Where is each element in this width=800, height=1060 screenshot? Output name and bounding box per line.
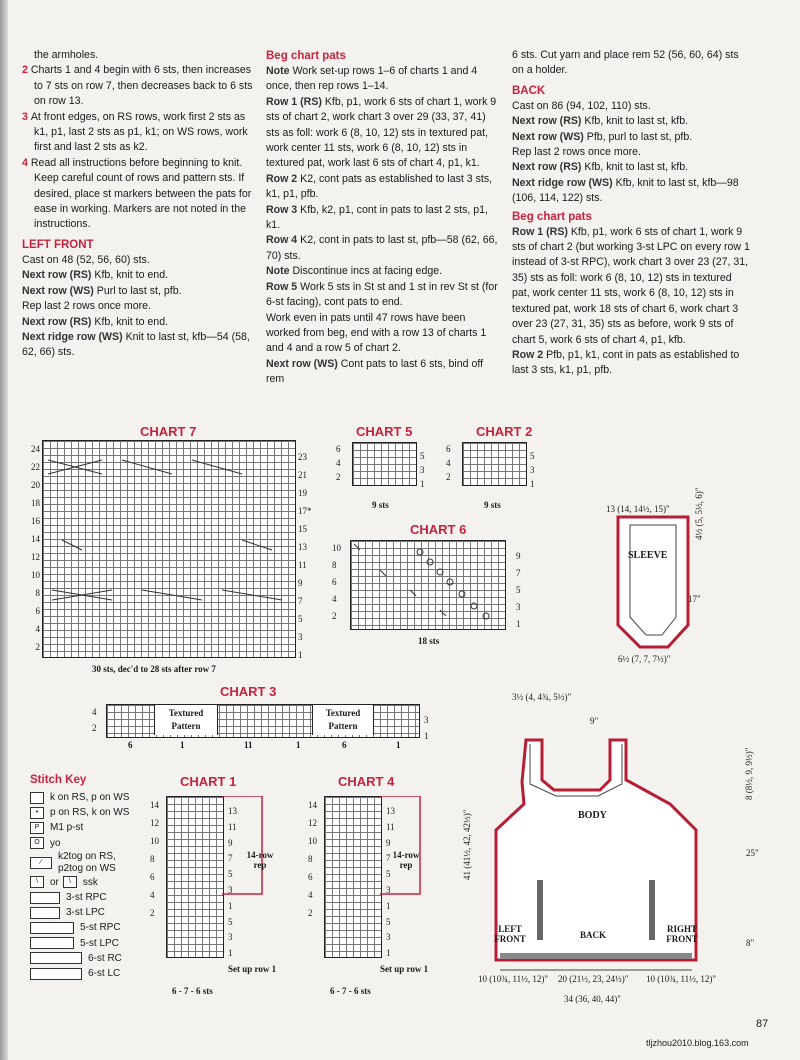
chart-7-caption: 30 sts, dec'd to 28 sts after row 7 bbox=[92, 664, 216, 674]
chart-4-setup-label: Set up row 1 bbox=[380, 964, 429, 974]
chart-5-left-numbers: 6 4 2 bbox=[336, 444, 341, 482]
chart-1-rep-bracket bbox=[220, 796, 264, 896]
chart-3-count: 6 bbox=[342, 740, 347, 750]
row-instruction: Next row (RS) Kfb, knit to end. bbox=[22, 315, 169, 328]
chart-5-title: CHART 5 bbox=[356, 424, 413, 439]
text-column-1 bbox=[22, 48, 260, 361]
6-st-lc-symbol bbox=[30, 968, 82, 980]
sleeve-label: SLEEVE bbox=[628, 550, 668, 561]
beg-chart-pats-heading: Beg chart pats bbox=[266, 50, 346, 62]
row-instruction: Next ridge row (WS) Knit to last st, kfb—54 (58, 62, 66) sts. bbox=[22, 330, 250, 359]
body-length: 25" bbox=[746, 848, 759, 858]
text-column-2 bbox=[266, 48, 502, 388]
chart-1-grid bbox=[166, 796, 224, 958]
3-st-lpc-symbol bbox=[30, 907, 60, 919]
chart-3-count: 1 bbox=[180, 740, 185, 750]
chart-1-caption: 6 - 7 - 6 sts bbox=[172, 986, 213, 996]
chart-6-diagonal-marks bbox=[350, 540, 504, 628]
instruction: Row 1 (RS) Kfb, p1, work 6 sts of chart 1, work 9 sts of chart 2, work chart 3 over 29 (33, 37, 41) sts as foll: work 6 (8, 10, 12) sts in textured pat, work center 11 sts, work 6 (8, 10, 12) sts in textured pat, work last 6 sts of chart 4, p1, k1. bbox=[266, 95, 497, 170]
chart-3-right-numbers: 3 1 bbox=[424, 715, 429, 741]
body-schematic bbox=[470, 720, 730, 990]
instruction: Next row (RS) Kfb, knit to last st, kfb. bbox=[512, 115, 689, 128]
chart-5-grid bbox=[352, 442, 417, 486]
chart-1-left-numbers: 14 12 10 8 6 4 2 bbox=[150, 800, 159, 918]
key-item: 6-st LC bbox=[30, 966, 134, 981]
repeat-line: Rep last 2 rows once more. bbox=[22, 300, 151, 313]
chart-7-cable-marks bbox=[42, 440, 294, 656]
chart-5-caption: 9 sts bbox=[372, 500, 389, 510]
chart-7-left-numbers: 24 22 20 18 16 14 12 10 8 6 4 2 bbox=[31, 444, 40, 652]
hem-length: 8" bbox=[746, 938, 755, 948]
chart-2-title: CHART 2 bbox=[476, 424, 533, 439]
repeat-line: Rep last 2 rows once more. bbox=[512, 146, 641, 159]
key-item: 3-st LPC bbox=[30, 905, 134, 920]
chart-4-caption: 6 - 7 - 6 sts bbox=[330, 986, 371, 996]
purl-symbol: • bbox=[30, 807, 44, 819]
page-number: 87 bbox=[756, 1018, 769, 1030]
instruction: Row 5 Work 5 sts in St st and 1 st in rev St st (for 6-st facing), cont pats to end. bbox=[266, 280, 498, 309]
key-item: ⁄ k2tog on RS, p2tog on WS bbox=[30, 851, 134, 875]
sleeve-cap-depth: 4½ (5, 5½, 6)" bbox=[694, 487, 704, 540]
instruction: Row 2 Pfb, p1, k1, cont in pats as established to last 3 sts, k1, p1, pfb. bbox=[512, 348, 740, 377]
key-item: O yo bbox=[30, 836, 134, 851]
chart-3-count: 1 bbox=[296, 740, 301, 750]
chart-1-title: CHART 1 bbox=[180, 774, 237, 789]
row-instruction: Next row (RS) Kfb, knit to end. bbox=[22, 269, 169, 282]
chart-4-right-numbers: 13 11 9 7 5 3 1 5 3 1 bbox=[386, 806, 395, 959]
chart-3-count: 1 bbox=[396, 740, 401, 750]
right-front-width: 10 (10¾, 11½, 12)" bbox=[646, 974, 717, 984]
strap-width: 3½ (4, 4¾, 5½)" bbox=[512, 692, 572, 702]
chart-7-title: CHART 7 bbox=[140, 424, 197, 439]
chart-4-grid bbox=[324, 796, 382, 958]
ssk-alt-symbol: \ bbox=[30, 876, 44, 888]
chart-4-left-numbers: 14 12 10 8 6 4 2 bbox=[308, 800, 317, 918]
instruction: Note Discontinue incs at facing edge. bbox=[266, 265, 443, 278]
key-item: \ or \ ssk bbox=[30, 875, 134, 890]
right-front-label: RIGHT FRONT bbox=[666, 924, 698, 944]
chart-6-right-numbers: 9 7 5 3 1 bbox=[516, 551, 521, 629]
chart-2-grid bbox=[462, 442, 527, 486]
key-item: 5-st RPC bbox=[30, 920, 134, 935]
chart-7-right-numbers: 23 21 19 17* 15 13 11 9 7 5 3 1 bbox=[298, 452, 312, 660]
key-item: P M1 p-st bbox=[30, 820, 134, 835]
instruction: Row 2 K2, cont pats as established to last 3 sts, k1, p1, pfb. bbox=[266, 172, 493, 201]
sleeve-top-width: 13 (14, 14½, 15)" bbox=[606, 504, 670, 514]
key-item: • p on RS, k on WS bbox=[30, 805, 134, 820]
stitch-key-list bbox=[30, 790, 134, 981]
yo-symbol: O bbox=[30, 837, 44, 849]
note-3: 3 At front edges, on RS rows, work first 2 sts as k1, p1, last 2 sts as p1, k1; on WS rows, work first and last 2 sts as k2. bbox=[22, 110, 248, 154]
chart-4-title: CHART 4 bbox=[338, 774, 395, 789]
key-item: k on RS, p on WS bbox=[30, 790, 134, 805]
sleeve-length: 17" bbox=[688, 594, 701, 604]
key-item: 3-st RPC bbox=[30, 890, 134, 905]
chart-3-count: 6 bbox=[128, 740, 133, 750]
cast-on-line: Cast on 48 (52, 56, 60) sts. bbox=[22, 253, 150, 266]
chart-4-rep-bracket bbox=[378, 796, 422, 896]
ssk-symbol: \ bbox=[63, 876, 77, 888]
5-st-lpc-symbol bbox=[30, 937, 74, 949]
neck-width: 9" bbox=[590, 716, 599, 726]
chart-3-count: 11 bbox=[244, 740, 253, 750]
instruction: 6 sts. Cut yarn and place rem 52 (56, 60, 64) sts on a holder. bbox=[512, 49, 739, 77]
6-st-rc-symbol bbox=[30, 952, 82, 964]
chart-3-textured-block-right: Textured Pattern bbox=[312, 705, 374, 735]
m1p-symbol: P bbox=[30, 822, 44, 834]
left-front-label: LEFT FRONT bbox=[494, 924, 526, 944]
knit-symbol bbox=[30, 792, 44, 804]
instruction: Note Work set-up rows 1–6 of charts 1 and 4 once, then rep rows 1–14. bbox=[266, 65, 478, 93]
instruction: Next ridge row (WS) Kfb, knit to last st, kfb—98 (106, 114, 122) sts. bbox=[512, 176, 739, 205]
sleeve-cuff-width: 6½ (7, 7, 7½)" bbox=[618, 654, 671, 664]
note-2: 2 Charts 1 and 4 begin with 6 sts, then increases to 7 sts on row 7, then decreases back to 6 sts on row 13. bbox=[22, 64, 253, 108]
chart-3-textured-block-left: Textured Pattern bbox=[154, 705, 218, 735]
chart-4-rep-label: 14-row rep bbox=[392, 850, 420, 870]
chart-2-left-numbers: 6 4 2 bbox=[446, 444, 451, 482]
left-front-width: 10 (10¾, 11½, 12)" bbox=[478, 974, 549, 984]
chart-1-setup-label: Set up row 1 bbox=[228, 964, 277, 974]
binding-gutter bbox=[0, 0, 8, 1060]
chart-2-right-numbers: 5 3 1 bbox=[530, 451, 535, 489]
back-width: 20 (21½, 23, 24½)" bbox=[558, 974, 629, 984]
chart-3-left-numbers: 4 2 bbox=[92, 707, 97, 733]
chart-2-caption: 9 sts bbox=[484, 500, 501, 510]
back-label: BACK bbox=[580, 930, 607, 940]
3-st-rpc-symbol bbox=[30, 892, 60, 904]
chart-6-title: CHART 6 bbox=[410, 522, 467, 537]
stitch-key-title: Stitch Key bbox=[30, 774, 87, 786]
intro-line: the armholes. bbox=[34, 49, 99, 61]
beg-chart-pats-heading: Beg chart pats bbox=[512, 210, 592, 223]
5-st-rpc-symbol bbox=[30, 922, 74, 934]
instruction: Next row (RS) Kfb, knit to last st, kfb. bbox=[512, 161, 689, 174]
chart-1-right-numbers: 13 11 9 7 5 3 1 5 3 1 bbox=[228, 806, 237, 959]
chart-6-left-numbers: 10 8 6 4 2 bbox=[332, 543, 341, 621]
chest-width: 41 (41½, 42, 42½)" bbox=[462, 809, 472, 880]
row-instruction: Next row (WS) Purl to last st, pfb. bbox=[22, 284, 182, 297]
instruction: Next row (WS) Pfb, purl to last st, pfb. bbox=[512, 130, 693, 143]
armhole-depth: 8 (8½, 9, 9½)" bbox=[744, 747, 754, 800]
text-column-3 bbox=[512, 48, 752, 379]
instruction: Next row (WS) Cont pats to last 6 sts, bind off rem bbox=[266, 357, 484, 386]
back-heading: BACK bbox=[512, 84, 546, 97]
body-label: BODY bbox=[578, 810, 607, 821]
chart-6-caption: 18 sts bbox=[418, 636, 440, 646]
instruction: Row 1 (RS) Kfb, p1, work 6 sts of chart 1, work 9 sts of chart 2 (but working 3-st LPC on every row 1 instead of 3-st RPC), work chart 3 over 23 (27, 31, 35) sts as foll: work 6 (8, 10, 12) sts in textured pat, work center 11 sts, work 6 (8, 10, 12) sts in textured pat, work 18 sts of chart 6, work chart 3 over 23 (27, 31, 35) sts as before, work 9 sts of chart 5, work 6 sts of chart 4, p1, kfb. bbox=[512, 225, 750, 346]
instruction: Work even in pats until 47 rows have been worked from beg, end with a row 13 of charts 1 and 4 and a row 5 of chart 2. bbox=[266, 311, 487, 355]
key-item: 5-st LPC bbox=[30, 936, 134, 951]
instruction: Row 4 K2, cont in pats to last st, pfb—58 (62, 66, 70) sts. bbox=[266, 234, 498, 262]
left-front-heading: LEFT FRONT bbox=[22, 238, 94, 251]
instruction: Row 3 Kfb, k2, p1, cont in pats to last 2 sts, p1, k1. bbox=[266, 203, 488, 232]
chart-5-right-numbers: 5 3 1 bbox=[420, 451, 425, 489]
k2tog-symbol: ⁄ bbox=[30, 857, 52, 869]
cast-on-line: Cast on 86 (94, 102, 110) sts. bbox=[512, 99, 651, 112]
chart-1-rep-label: 14-row rep bbox=[246, 850, 274, 870]
note-4: 4 Read all instructions before beginning to knit. Keep careful count of rows and pattern sts. If desired, place st markers between the pats for ease in working. Markers are not noted in the instructions. bbox=[22, 156, 252, 231]
key-item: 6-st RC bbox=[30, 951, 134, 966]
chart-3-title: CHART 3 bbox=[220, 684, 277, 699]
total-width: 34 (36, 40, 44)" bbox=[564, 994, 621, 1004]
watermark: tljzhou2010.blog.163.com bbox=[646, 1038, 749, 1048]
